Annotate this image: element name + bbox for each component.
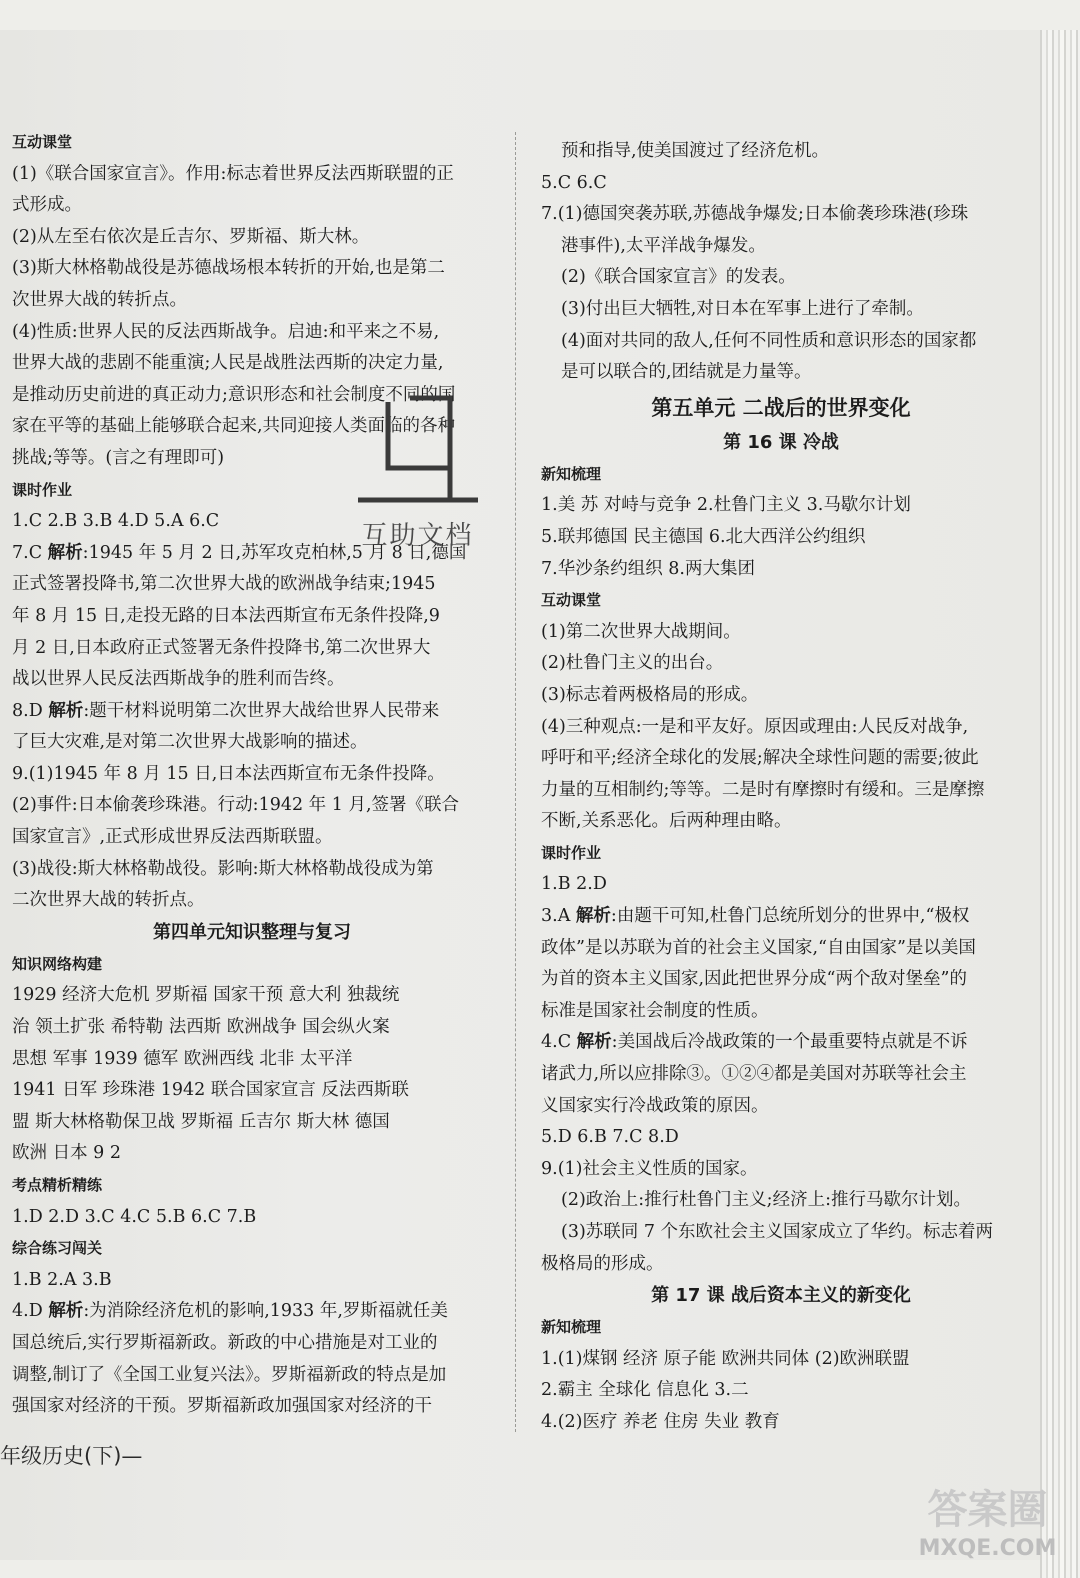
answer-tag: 4.C [541,1032,572,1053]
text-line: 式形成。 [12,195,82,216]
stamp-icon [350,380,485,515]
text-line: 政体”是以苏联为首的社会主义国家,“自由国家”是以美国 [541,937,976,958]
analysis-text: :为消除经济危机的影响,1933 年,罗斯福就任美 [83,1301,448,1322]
text-line: (2)《联合国家宣言》的发表。 [561,267,796,288]
lesson-heading: 第 17 课 战后资本主义的新变化 [651,1285,911,1307]
text-line: 预和指导,使美国渡过了经济危机。 [561,141,830,161]
text-line: 1941 日军 珍珠港 1942 联合国家宣言 反法西斯联 [12,1080,409,1101]
answer-line: 5.C 6.C [541,172,607,193]
text-line: (1)《联合国家宣言》。作用:标志着世界反法西斯联盟的正 [12,163,454,184]
text-line: (4)三种观点:一是和平友好。原因或理由:人民反对战争, [541,716,969,737]
section-heading: 互动课堂 [541,591,602,610]
answer-tag: 7.C [12,542,43,563]
stamp-logo [350,380,485,550]
text-line: 2.霸主 全球化 信息化 3.二 [541,1380,749,1401]
text-line: 治 领土扩张 希特勒 法西斯 欧洲战争 国会纵火案 [12,1017,390,1038]
watermark-url: MXQE.COM [918,1536,1057,1561]
answer-line: 1.B 2.D [541,874,607,895]
analysis-text: :1945 年 5 月 2 日,苏军攻克柏林,5 月 8 日,德国 [82,542,467,563]
text-line: 为首的资本主义国家,因此把世界分成“两个敌对堡垒”的 [541,969,967,990]
analysis-text: :美国战后冷战政策的一个最重要特点就是不诉 [611,1032,968,1053]
section-heading: 考点精析精练 [12,1176,103,1194]
text-line: 5.联邦德国 民主德国 6.北大西洋公约组织 [541,526,866,547]
text-line: 诸武力,所以应排除③。①②④都是美国对苏联等社会主 [541,1064,967,1085]
text-line: 是可以联合的,团结就是力量等。 [561,362,812,383]
analysis-label: 解析 [48,1301,84,1322]
section-heading: 知识网络构建 [12,954,103,973]
answer-line: 1.C 2.B 3.B 4.D 5.A 6.C [12,511,220,532]
answer-tag: 8.D [12,700,43,721]
answer-line: 1.D 2.D 3.C 4.C 5.B 6.C 7.B [12,1206,257,1227]
text-line: 战以世界人民反法西斯战争的胜利而告终。 [12,669,345,690]
stamp-text: 互助文档 [361,521,474,551]
answer-line: 5.D 6.B 7.C 8.D [541,1127,679,1148]
section-heading: 课时作业 [12,480,73,499]
text-line: 是推动历史前进的真正动力;意识形态和社会制度不同的国 [12,384,456,405]
text-line: 标准是国家社会制度的性质。 [541,1000,769,1021]
left-column [12,127,492,1423]
text-line: 义国家实行冷战政策的原因。 [541,1095,769,1116]
text-line: (4)面对共同的敌人,任何不同性质和意识形态的国家都 [561,330,977,351]
text-line: 调整,制订了《全国工业复兴法》。罗斯福新政的特点是加 [12,1364,447,1385]
text-line: (3)苏联同 7 个东欧社会主义国家成立了华约。标志着两 [561,1222,994,1242]
section-heading: 综合练习闯关 [12,1239,103,1258]
lesson-heading: 第 16 课 冷战 [723,431,839,453]
text-line: (3)战役:斯大林格勒战役。影响:斯大林格勒战役成为第 [12,858,434,879]
text-line: 年 8 月 15 日,走投无路的日本法西斯宣布无条件投降,9 [12,605,440,626]
section-heading: 新知梳理 [541,464,602,483]
text-line: 世界大战的悲剧不能重演;人民是战胜法西斯的决定力量, [12,353,444,374]
text-line: 月 2 日,日本政府正式签署无条件投降书,第二次世界大 [12,637,431,658]
answer-line [541,901,1021,933]
section-heading: 互动课堂 [12,133,73,151]
text-line: 国总统后,实行罗斯福新政。新政的中心措施是对工业的 [12,1332,438,1353]
answer-tag: 4.D [12,1301,43,1322]
text-line: (2)杜鲁门主义的出台。 [541,653,724,674]
section-heading: 课时作业 [541,843,602,862]
text-line: 力量的互相制约;等等。二是时有摩擦时有缓和。三是摩擦 [541,779,985,800]
column-divider [515,132,516,1432]
text-line: (3)标志着两极格局的形成。 [541,684,759,705]
answer-line [12,696,492,728]
text-line: 次世界大战的转折点。 [12,289,187,310]
text-line: (2)事件:日本偷袭珍珠港。行动:1942 年 1 月,签署《联合 [12,795,460,816]
text-line: 港事件),太平洋战争爆发。 [561,235,766,256]
analysis-label: 解析 [575,906,611,927]
text-line: 强国家对经济的干预。罗斯福新政加强国家对经济的干 [12,1396,432,1417]
text-line: 极格局的形成。 [541,1253,664,1274]
watermark-text: 答案圈 [927,1487,1048,1533]
right-column [541,136,1021,1439]
text-line: 欧洲 日本 9 2 [12,1143,121,1164]
text-line: 二次世界大战的转折点。 [12,890,205,911]
answer-tag: 3.A [541,906,571,927]
watermark-logo [895,1478,1080,1578]
unit-review-heading: 第四单元知识整理与复习 [153,921,351,943]
text-line: 了巨大灾难,是对第二次世界大战影响的描述。 [12,732,368,753]
text-line: 1929 经济大危机 罗斯福 国家干预 意大利 独裁统 [12,985,400,1006]
text-line: 不断,关系恶化。后两种理由略。 [541,811,792,832]
text-line: 7.(1)德国突袭苏联,苏德战争爆发;日本偷袭珍珠港(珍珠 [541,204,969,225]
analysis-label: 解析 [576,1032,612,1053]
text-line: 1.美 苏 对峙与竞争 2.杜鲁门主义 3.马歇尔计划 [541,495,911,516]
text-line: 呼吁和平;经济全球化的发展;解决全球性问题的需要;彼此 [541,748,979,769]
text-line: (4)性质:世界人民的反法西斯战争。启迪:和平来之不易, [12,321,440,342]
text-line: 盟 斯大林格勒保卫战 罗斯福 丘吉尔 斯大林 德国 [12,1111,390,1132]
page-footer: 年级历史(下)— [0,1444,143,1468]
text-line: (3)斯大林格勒战役是苏德战场根本转折的开始,也是第二 [12,258,445,279]
section-heading: 新知梳理 [541,1318,602,1337]
text-line: 9.(1)社会主义性质的国家。 [541,1158,758,1179]
page-edges [1040,30,1080,1578]
text-line: 7.华沙条约组织 8.两大集团 [541,558,755,579]
text-line: 正式签署投降书,第二次世界大战的欧洲战争结束;1945 [12,574,436,595]
text-line: 挑战;等等。(言之有理即可) [12,447,225,468]
text-line: (2)从左至右依次是丘吉尔、罗斯福、斯大林。 [12,226,370,247]
text-line: 9.(1)1945 年 8 月 15 日,日本法西斯宣布无条件投降。 [12,763,445,784]
text-line: (3)付出巨大牺牲,对日本在军事上进行了牵制。 [561,298,924,319]
text-line: 4.(2)医疗 养老 住房 失业 教育 [541,1411,780,1432]
answer-line: 1.B 2.A 3.B [12,1269,112,1290]
text-line: 1.(1)煤钢 经济 原子能 欧洲共同体 (2)欧洲联盟 [541,1348,910,1369]
unit-heading: 第五单元 二战后的世界变化 [651,395,911,420]
text-line: 家在平等的基础上能够联合起来,共同迎接人类面临的各种 [12,416,456,437]
answer-line [541,1027,1021,1059]
text-line: (2)政治上:推行杜鲁门主义;经济上:推行马歇尔计划。 [561,1190,971,1211]
text-line: 国家宣言》,正式形成世界反法西斯联盟。 [12,827,333,848]
analysis-label: 解析 [47,542,83,563]
analysis-label: 解析 [48,700,84,721]
analysis-text: :由题干可知,杜鲁门总统所划分的世界中,“极权 [610,906,970,927]
answer-line [12,1296,492,1328]
text-line: 思想 军事 1939 德军 欧洲西线 北非 太平洋 [12,1048,353,1069]
text-line: (1)第二次世界大战期间。 [541,621,741,642]
analysis-text: :题干材料说明第二次世界大战给世界人民带来 [83,700,440,721]
